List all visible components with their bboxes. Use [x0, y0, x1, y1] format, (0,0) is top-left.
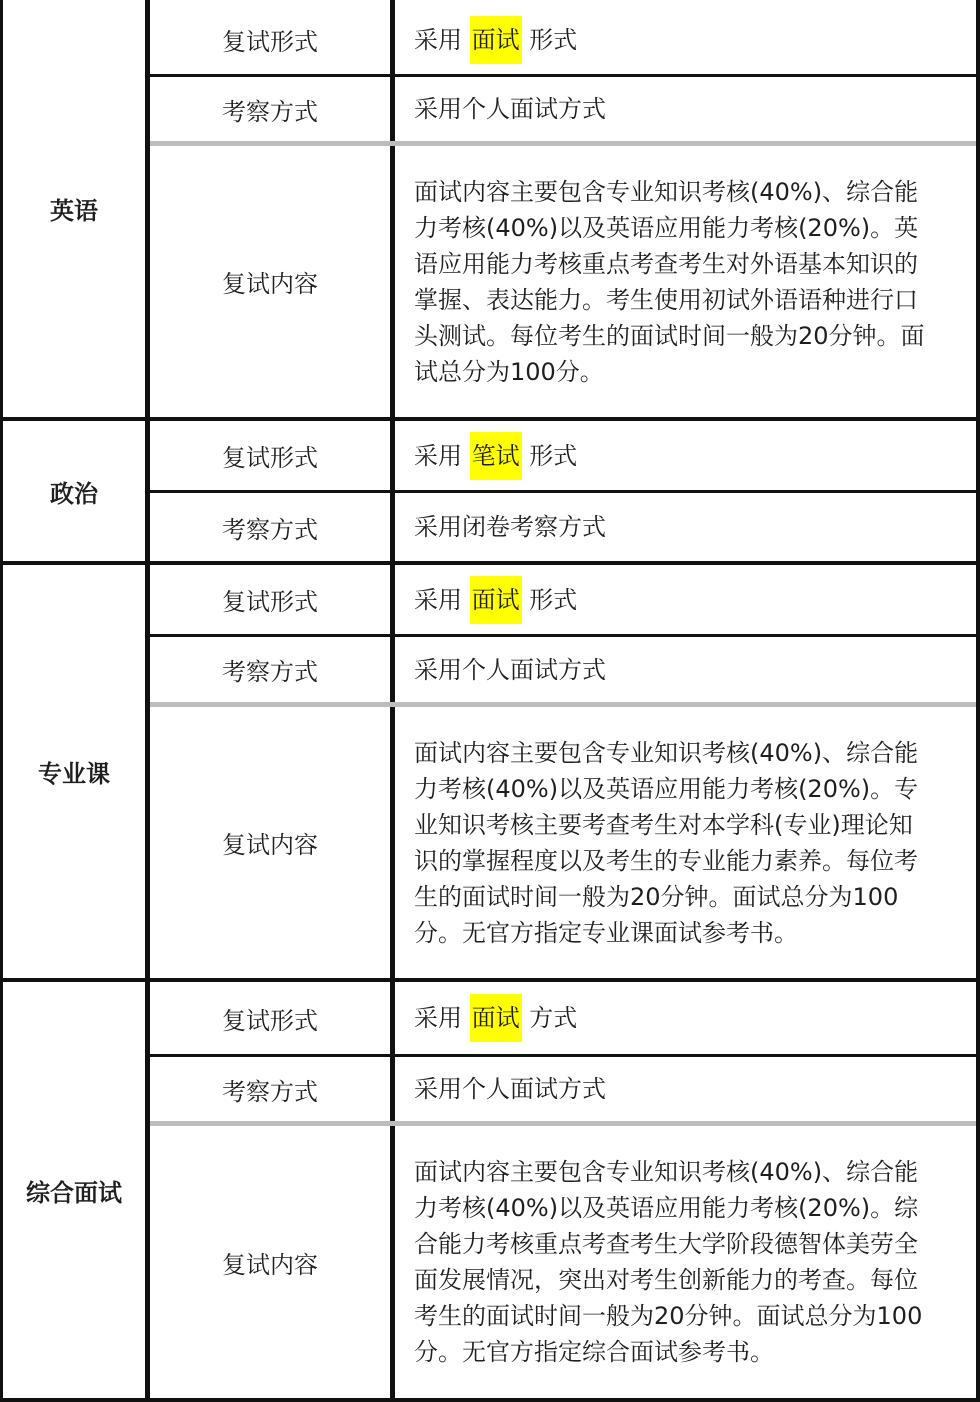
content-line: 业知识考核主要考查考生对本学科(专业)理论知: [414, 810, 913, 839]
subject-english: 英语: [50, 197, 98, 225]
content-paragraph: [414, 1154, 922, 1370]
row-value-content: [395, 146, 975, 417]
row-label-method: 考察方式: [222, 515, 318, 544]
table-bottom-border: [0, 1398, 980, 1402]
subject-major-course: 专业课: [38, 760, 110, 788]
format-highlight: 面试: [470, 16, 522, 64]
row-value-format: [395, 421, 975, 490]
row-value-content: [395, 707, 975, 978]
content-line: 分。无官方指定专业课面试参考书。: [414, 918, 798, 947]
content-line: 力考核(40%)以及英语应用能力考核(20%)。专: [414, 774, 919, 803]
row-label-format: 复试形式: [222, 588, 318, 616]
format-prefix: 采用: [414, 25, 470, 54]
row-value-format: [395, 982, 975, 1054]
row-label-content: 复试内容: [222, 1250, 318, 1279]
row-value-method: 采用个人面试方式: [414, 655, 606, 684]
row-label-format: 复试形式: [222, 1006, 318, 1035]
content-line: 掌握、表达能力。考生使用初试外语语种进行口: [414, 285, 918, 314]
content-line: 面试内容主要包含专业知识考核(40%)、综合能: [414, 738, 919, 767]
content-line: 面试内容主要包含专业知识考核(40%)、综合能: [414, 177, 919, 206]
row-label-method: 考察方式: [222, 658, 318, 686]
content-line: 试总分为100分。: [414, 357, 604, 386]
row-value-method: 采用个人面试方式: [414, 95, 606, 123]
content-line: 合能力考核重点考查考生大学阶段德智体美劳全: [414, 1230, 918, 1258]
row-label-content: 复试内容: [222, 831, 318, 859]
subject-politics: 政治: [50, 479, 98, 508]
row-value-format: [395, 565, 975, 634]
format-suffix: 形式: [521, 585, 578, 614]
row-value-content: [395, 1126, 975, 1398]
format-prefix: 采用: [414, 1004, 470, 1032]
subject-comprehensive-interview: 综合面试: [26, 1178, 122, 1207]
row-value-method: 采用个人面试方式: [414, 1075, 606, 1103]
content-paragraph: [414, 174, 925, 390]
row-label-format: 复试形式: [222, 444, 318, 472]
format-prefix: 采用: [414, 585, 470, 614]
row-value-format: [395, 5, 975, 74]
row-value-method: 采用闭卷考察方式: [414, 513, 606, 541]
content-line: 分。无官方指定综合面试参考书。: [414, 1338, 774, 1366]
row-label-content: 复试内容: [222, 270, 318, 298]
format-suffix: 形式: [521, 25, 578, 54]
content-line: 识的掌握程度以及考生的专业能力素养。每位考: [414, 846, 918, 875]
format-highlight: 面试: [470, 576, 522, 624]
content-line: 生的面试时间一般为20分钟。面试总分为100: [414, 882, 899, 911]
row-label-method: 考察方式: [222, 1077, 318, 1106]
content-line: 考生的面试时间一般为20分钟。面试总分为100: [414, 1302, 923, 1330]
format-highlight: 笔试: [470, 432, 522, 480]
format-suffix: 形式: [521, 441, 578, 470]
content-line: 力考核(40%)以及英语应用能力考核(20%)。英: [414, 213, 919, 242]
content-line: 面发展情况，突出对考生创新能力的考查。每位: [414, 1266, 918, 1294]
content-line: 头测试。每位考生的面试时间一般为20分钟。面: [414, 321, 925, 350]
row-label-method: 考察方式: [222, 97, 318, 126]
format-suffix: 方式: [521, 1004, 578, 1032]
row-label-format: 复试形式: [222, 28, 318, 56]
content-line: 力考核(40%)以及英语应用能力考核(20%)。综: [414, 1194, 919, 1222]
content-line: 面试内容主要包含专业知识考核(40%)、综合能: [414, 1158, 919, 1186]
format-highlight: 面试: [470, 994, 522, 1042]
content-paragraph: [414, 735, 918, 951]
format-prefix: 采用: [414, 441, 470, 470]
content-line: 语应用能力考核重点考查考生对外语基本知识的: [414, 249, 918, 278]
table-right-border: [976, 0, 980, 1402]
